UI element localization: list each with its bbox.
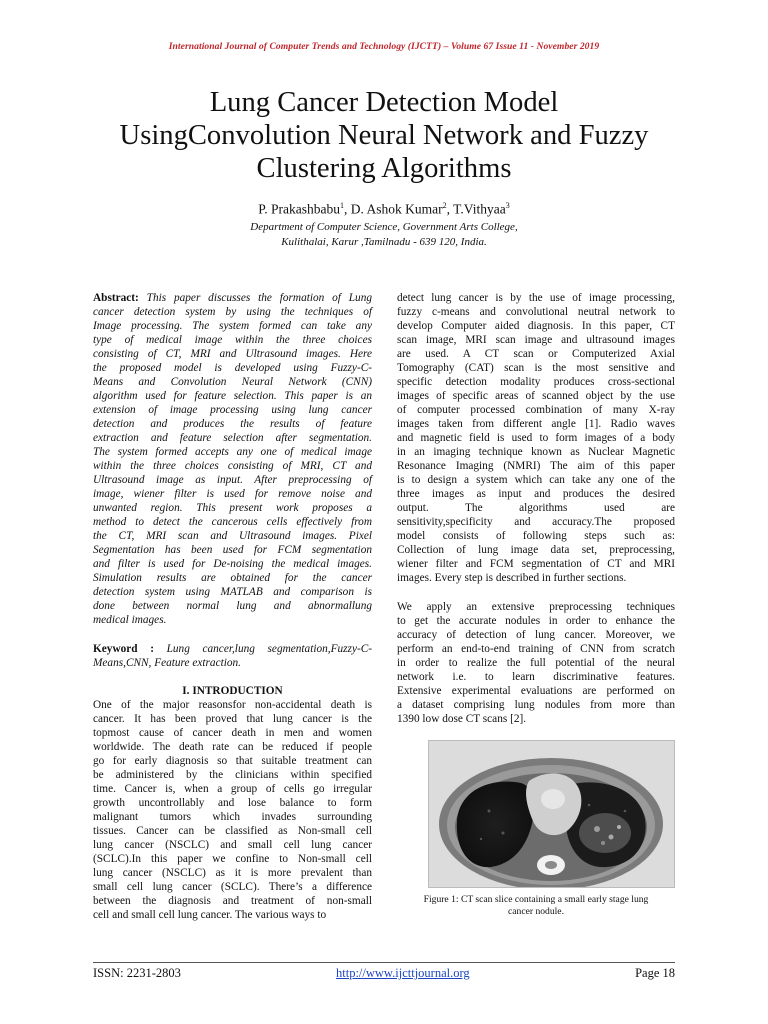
text-line: Simulation results are obtained for the cancer: [93, 572, 372, 584]
text-line: tissues. Cancer can be classified as Non-small cell: [93, 825, 372, 837]
text-line: image, wiener filter is used for remove noise and: [93, 488, 372, 500]
text-line: network i.e. to learn discriminative features.: [397, 671, 675, 683]
text-line: go for early diagnosis so that suitable treatment can: [93, 755, 372, 767]
figure-caption: [397, 894, 675, 918]
abstract-first-line: [93, 291, 372, 305]
text-line: model consists of following steps such as:: [397, 530, 675, 542]
text-line: Means and Convolution Neural Network (CNN): [93, 376, 372, 388]
text-line: images of specific areas of scanned object by the use: [397, 390, 675, 402]
text-line: Segmentation has been used for FCM segmentation: [93, 544, 372, 556]
text-line: extension of image processing using lung cancer: [93, 404, 372, 416]
text-line: cancer detection system by using the techniques of: [93, 306, 372, 318]
text-line: a dataset comprising lung nodules from more than: [397, 699, 675, 711]
text-line: (SCLC).In this paper we confine to Non-small cell: [93, 853, 372, 865]
text-line: in an imaging technique known as Nuclear Magnetic: [397, 446, 675, 458]
title-line: Clustering Algorithms: [256, 153, 512, 184]
text-line: Image processing. The system formed can take any: [93, 320, 372, 332]
text-line: extraction and feature selection after segmentation.: [93, 432, 372, 444]
keyword-label: Keyword :: [93, 643, 154, 655]
text-line: perform an end-to-end training of CNN from scratch: [397, 643, 675, 655]
text-line: wiener filter and FCM segmentation of CT and MRI: [397, 558, 675, 570]
text-line: One of the major reasonsfor non-accidental death is: [93, 699, 372, 711]
text-line: Extensive experimental evaluations are performed on: [397, 685, 675, 697]
affiliation: [0, 220, 768, 250]
text-line: small cell lung cancer (SCLC). There’s a difference: [93, 881, 372, 893]
caption-line: cancer nodule.: [508, 906, 564, 917]
text-line: are used. A CT scan or Computerized Axial: [397, 348, 675, 360]
title-line: Lung Cancer Detection Model: [209, 87, 559, 118]
paragraph: [397, 291, 675, 585]
text-line: detection and produces the results of feature: [93, 418, 372, 430]
text-line: topmost cause of cancer death in men and women: [93, 727, 372, 739]
paper-title: [60, 86, 708, 185]
keyword-text: Means,CNN, Feature extraction.: [93, 657, 241, 669]
text-line: detect lung cancer is by the use of image processing,: [397, 292, 675, 304]
text-line: Collection of lung image data set, preprocessing,: [397, 544, 675, 556]
author-name: P. Prakashbabu: [258, 201, 341, 217]
text-line: done between normal lung and abnormallung: [93, 600, 372, 612]
text-line: lung cancer (NSCLC) and small cell lung cancer: [93, 839, 372, 851]
author-superscript: 3: [505, 201, 510, 210]
keyword-first-line: [93, 642, 372, 656]
text-line: Resonance Imaging (NMRI) The aim of this paper: [397, 460, 675, 472]
text-line: output. The algorithms used are: [397, 502, 675, 514]
text-line: be administered by the clinicians within specified: [93, 769, 372, 781]
right-column-para1: [397, 291, 675, 585]
author-superscript: 1: [340, 201, 345, 210]
text-line: fuzzy c-means and convolutional neutral network to: [397, 306, 675, 318]
text-line: type of medical image within the three choices: [93, 334, 372, 346]
text-line: We apply an extensive preprocessing techniques: [397, 601, 675, 613]
journal-link[interactable]: http://www.ijcttjournal.org: [336, 966, 470, 980]
title-line: UsingConvolution Neural Network and Fuzzy: [119, 120, 649, 151]
footer-divider: [93, 962, 675, 963]
text-line: consisting of CT, MRI and Ultrasound images. Here: [93, 348, 372, 360]
text-line: time. Cancer is, when a group of cells go irregular: [93, 783, 372, 795]
author-name: , D. Ashok Kumar: [344, 201, 443, 217]
abstract-text: This paper discusses the formation of Lung: [146, 292, 373, 304]
introduction-section: [93, 684, 372, 922]
caption-line: Figure 1: CT scan slice containing a small early stage lung: [423, 894, 649, 905]
text-line: Ultrasound image as input. After preprocessing of: [93, 474, 372, 486]
text-line: the proposed model is developed using Fuzzy-C-: [93, 362, 372, 374]
text-line: algorithm used for feature selection. This paper is an: [93, 390, 372, 402]
text-line: accuracy of detection of lung cancer. Moreover, we: [397, 629, 675, 641]
text-line: 1390 low dose CT scans [2].: [397, 713, 527, 725]
author-superscript: 2: [442, 201, 447, 210]
page-footer: [93, 966, 675, 982]
text-line: three images as input and produces the desired: [397, 488, 675, 500]
paragraph: [397, 600, 675, 726]
journal-header: International Journal of Computer Trends and Technology (IJCTT) – Volume 67 Issue 11 - November 2019: [168, 41, 600, 52]
text-line: and magnetic field is used to form images of a body: [397, 432, 675, 444]
text-line: cancer. It has been proved that lung cancer is the: [93, 713, 372, 725]
text-line: scan image, MRI scan image and ultrasound images: [397, 334, 675, 346]
text-line: specific detection modality produces cross-sectional: [397, 376, 675, 388]
page-number: Page 18: [635, 966, 675, 980]
text-line: worldwide. The death rate can be reduced if people: [93, 741, 372, 753]
text-line: method to detect the cancerous cells effectively from: [93, 516, 372, 528]
affiliation-line: Kulithalai, Karur ,Tamilnadu - 639 120, India.: [281, 236, 487, 248]
text-line: cell and small cell lung cancer. The various ways to: [93, 909, 327, 921]
text-line: growth uncontrollably and lose balance to form: [93, 797, 372, 809]
abstract-body: [93, 305, 372, 627]
author-name: , T.Vithyaa: [446, 201, 506, 217]
introduction-body: [93, 698, 372, 922]
author-list: [0, 201, 768, 218]
text-line: within the three choices consisting of MRI, CT and: [93, 460, 372, 472]
text-line: Tomography (CAT) scan is the most sensitive and: [397, 362, 675, 374]
text-line: medical images.: [93, 614, 167, 626]
text-line: and filter is used for De-noising the medical images.: [93, 558, 372, 570]
section-heading: I. INTRODUCTION: [182, 685, 283, 697]
ct-scan-image: [429, 741, 674, 887]
ct-scan-figure: [428, 740, 675, 888]
text-line: images taken from different angle [1]. Radio waves: [397, 418, 675, 430]
issn: ISSN: 2231-2803: [93, 966, 181, 980]
text-line: to get the accurate nodules in order to enhance the: [397, 615, 675, 627]
affiliation-line: Department of Computer Science, Government Arts College,: [250, 221, 518, 233]
keyword-section: [93, 642, 372, 670]
text-line: between the diagnosis and treatment of non-small: [93, 895, 372, 907]
text-line: detection system using MATLAB and comparison is: [93, 586, 372, 598]
text-line: is to design a system which can take any one of the: [397, 474, 675, 486]
right-column-para2: [397, 600, 675, 726]
text-line: unwanted region. This present work proposes a: [93, 502, 372, 514]
text-line: sensitivity,specificity and accuracy.The proposed: [397, 516, 675, 528]
text-line: the CT, MRI scan and Ultrasound images. Pixel: [93, 530, 372, 542]
text-line: images. Every step is described in further sections.: [397, 572, 627, 584]
text-line: of computer processed combination of many X-ray: [397, 404, 675, 416]
keyword-text: Lung cancer,lung segmentation,Fuzzy-C-: [166, 643, 373, 655]
abstract-label: Abstract:: [93, 292, 139, 304]
text-line: in order to realize the full potential of the neural: [397, 657, 675, 669]
text-line: The system formed accepts any one of medical image: [93, 446, 372, 458]
abstract-section: [93, 291, 372, 627]
text-line: develop Computer aided diagnosis. In this paper, CT: [397, 320, 675, 332]
text-line: lung cancer (NSCLC) as it is more prevalent than: [93, 867, 372, 879]
text-line: malignant tumors which invades surrounding: [93, 811, 372, 823]
